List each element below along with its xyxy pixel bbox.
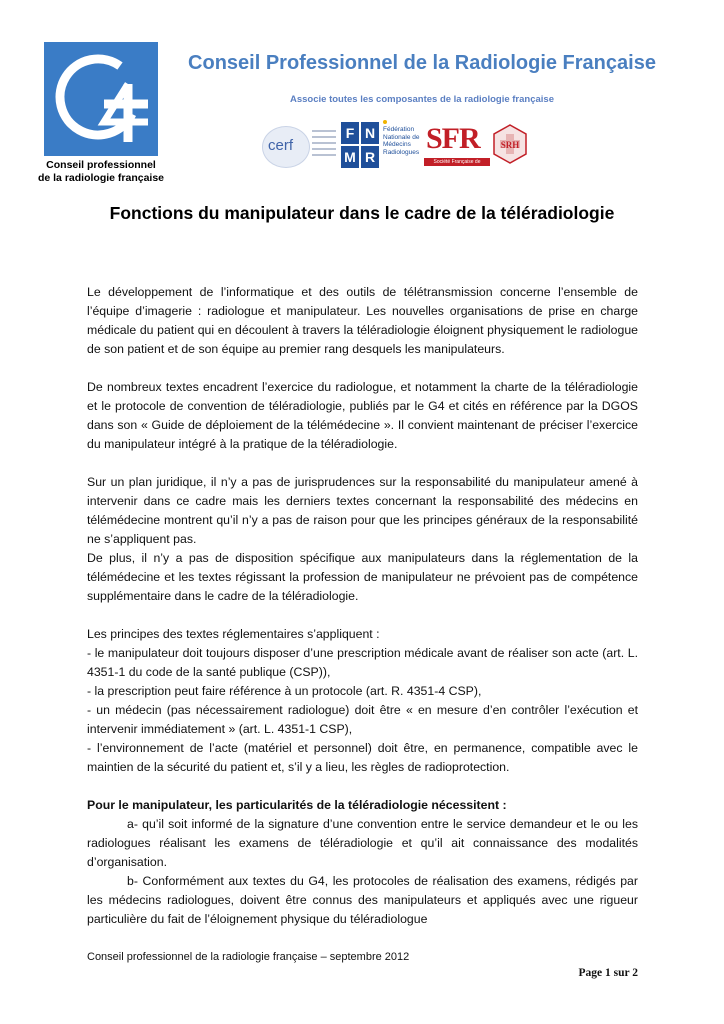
org-title: Conseil Professionnel de la Radiologie Française <box>188 52 656 74</box>
fnmr-full-name: Fédération Nationale de Médecins Radiologues <box>383 126 420 156</box>
document-title: Fonctions du manipulateur dans le cadre de la téléradiologie <box>109 203 615 223</box>
srh-hexagon-icon <box>492 124 528 164</box>
paragraph-moreover: De plus, il n’y a pas de disposition spécifique aux manipulateurs dans la réglementation de la télémédecine et les textes régissant la profession de manipulateur ne prévoient pas de compétence supplémentaire dans le cadre de la téléradiologie. <box>87 551 638 603</box>
document-body <box>87 283 638 929</box>
paragraph-legal: Sur un plan juridique, il n’y a pas de jurisprudences sur la responsabilité du manipulateur amené à intervenir dans ce cadre mais les derniers textes concernant la responsabilité des médecins en télémédecine montrent qu’il n’y a pas de raison pour que les principes généraux de la responsabilité ne s’appliquent pas. <box>87 475 638 546</box>
paragraph-texts: De nombreux textes encadrent l’exercice du radiologue, et notamment la charte de la téléradiologie et le protocole de convention de téléradiologie, publiés par le G4 et cités en référence par la DGOS dans son « Guide de déploiement de la télémédecine ». Il convient maintenant de préciser l’exercice du manipulateur intégré à la pratique de la téléradiologie. <box>87 380 638 451</box>
cerf-logo <box>262 120 336 170</box>
principle-item: - le manipulateur doit toujours disposer d’une prescription médicale avant de réaliser son acte (art. L. 4351-1 du code de la santé publique (CSP)), <box>87 646 638 679</box>
fnmr-dot-icon <box>383 120 387 124</box>
g4-logo-icon <box>44 42 158 156</box>
fnmr-letter-f: F <box>341 122 359 144</box>
logo-caption-line2: de la radiologie française <box>37 172 165 184</box>
fnmr-letter-n: N <box>361 122 379 144</box>
sfr-logo-text: SFR <box>426 122 480 155</box>
particularity-item-b: b- Conformément aux textes du G4, les protocoles de réalisation des examens, rédigés par les médecins radiologues, doivent être connus des manipulateurs et appliqués avec une rigueur particulière du fait de l’éloignement physique du téléradiologue <box>87 874 638 926</box>
srh-logo <box>492 120 528 170</box>
fnmr-letter-r: R <box>361 146 379 168</box>
footer-text: Conseil professionnel de la radiologie française – septembre 2012 <box>87 951 410 963</box>
principle-item: - un médecin (pas nécessairement radiologue) doit être « en mesure d’en contrôler l’exécution et intervenir immédiatement » (art. L. 4351-1 CSP), <box>87 703 638 736</box>
srh-logo-text: SRH <box>500 140 520 150</box>
fnmr-letter-grid <box>341 122 379 168</box>
cerf-logo-text: cerf <box>268 137 294 154</box>
page-number: Page 1 sur 2 <box>578 967 638 979</box>
org-subtitle: Associe toutes les composantes de la radiologie française <box>290 94 554 105</box>
principle-item: - la prescription peut faire référence à un protocole (art. R. 4351-4 CSP), <box>87 684 482 698</box>
paragraph-intro: Le développement de l’informatique et des outils de télétransmission concerne l’ensemble de l’équipe d’imagerie : radiologue et manipulateur. Les nouvelles organisations de prise en charge médicale du patient qui en découlent à travers la téléradiologie éloignent physiquement le radiologue de son patient et de son équipe au premier rang desquels les manipulateurs. <box>87 285 638 356</box>
sfr-logo <box>424 120 492 173</box>
sfr-band: Société Française de Radiologie <box>424 158 490 166</box>
particularity-item-a: a- qu’il soit informé de la signature d’une convention entre le service demandeur et le ou les radiologues réalisant les examens de téléradiologie et qu’il ait connaissance des modalités d’organisation. <box>87 817 638 869</box>
cerf-small-text <box>312 126 336 160</box>
fnmr-letter-m: M <box>341 146 359 168</box>
principle-item: - l’environnement de l’acte (matériel et personnel) doit être, en permanence, compatible avec le maintien de la sécurité du patient et, s’il y a lieu, les règles de radioprotection. <box>87 741 638 774</box>
fnmr-logo <box>341 120 423 170</box>
particularities-heading: Pour le manipulateur, les particularités de la téléradiologie nécessitent : <box>87 798 507 812</box>
principles-heading: Les principes des textes réglementaires s’appliquent : <box>87 627 380 641</box>
g4-logo <box>44 42 158 156</box>
logo-caption-line1: Conseil professionnel <box>46 159 156 171</box>
logo-caption <box>30 159 172 185</box>
